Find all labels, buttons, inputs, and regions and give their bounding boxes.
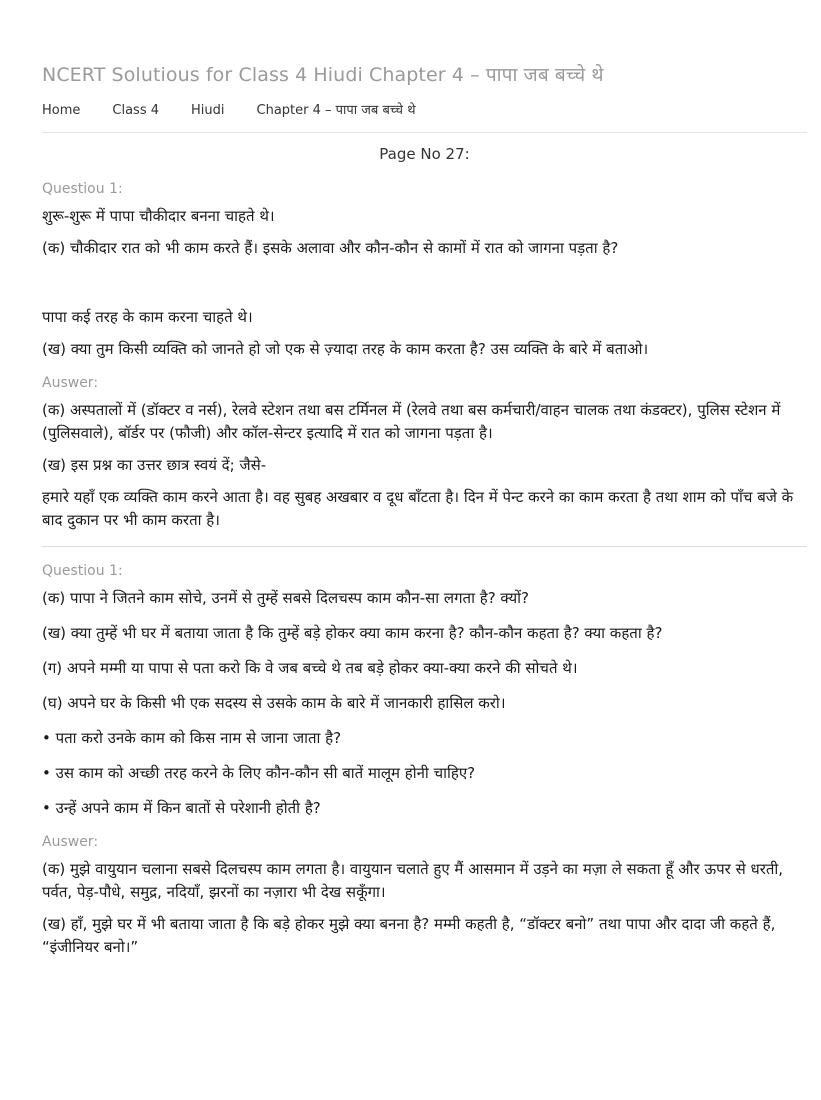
question-text: पापा कई तरह के काम करना चाहते थे। bbox=[42, 308, 253, 326]
answer-label: Auswer: bbox=[42, 834, 99, 850]
spacer bbox=[42, 272, 807, 306]
breadcrumb-subject[interactable]: Hiudi bbox=[191, 103, 225, 118]
breadcrumb-class[interactable]: Class 4 bbox=[112, 103, 159, 118]
page-title: NCERT Solutious for Class 4 Hiudi Chapter 4 – पापा जब बच्चे थे bbox=[42, 64, 604, 86]
page-number: Page No 27: bbox=[379, 145, 470, 163]
answer-label: Auswer: bbox=[42, 375, 99, 391]
breadcrumb-home[interactable]: Home bbox=[42, 103, 81, 118]
breadcrumb bbox=[42, 102, 807, 133]
answer-text: (क) अस्पतालों में (डॉक्टर व नर्स), रेलवे स्टेशन तथा बस टर्मिनल में (रेलवे तथा बस कर्मचारी/वाहन चालक तथा कंडक्टर), पुलिस स्टेशन में (पुलिसवाले), बॉर्डर पर (फौजी) और कॉल-सेन्टर इत्यादि में रात को जागना पड़ता है। bbox=[42, 401, 781, 442]
question-text: शुरू-शुरू में पापा चौकीदार बनना चाहते थे। bbox=[42, 207, 275, 225]
question-label: Questiou 1: bbox=[42, 563, 123, 579]
question-text: (ग) अपने मम्मी या पापा से पता करो कि वे जब बच्चे थे तब बड़े होकर क्या-क्या करने की सोचते थे। bbox=[42, 659, 578, 677]
answer-text: हमारे यहाँ एक व्यक्ति काम करने आता है। वह सुबह अखबार व दूध बाँटता है। दिन में पेन्ट करने का काम करता है तथा शाम को पाँच बजे के बाद दुकान पर भी काम करता है। bbox=[42, 488, 794, 529]
question-label: Questiou 1: bbox=[42, 181, 123, 197]
answer-text: (ख) इस प्रश्न का उत्तर छात्र स्वयं दें; जैसे- bbox=[42, 456, 267, 474]
question-text: (क) चौकीदार रात को भी काम करते हैं। इसके अलावा और कौन-कौन से कामों में रात को जागना पड़ता है? bbox=[42, 239, 619, 257]
bullet-item: • उन्हें अपने काम में किन बातों से परेशानी होती है? bbox=[42, 799, 321, 817]
section-divider bbox=[42, 546, 807, 547]
bullet-item: • पता करो उनके काम को किस नाम से जाना जाता है? bbox=[42, 729, 342, 747]
question-text: (घ) अपने घर के किसी भी एक सदस्य से उसके काम के बारे में जानकारी हासिल करो। bbox=[42, 694, 506, 712]
breadcrumb-chapter: Chapter 4 – पापा जब बच्चे थे bbox=[256, 103, 416, 118]
question-text: (क) पापा ने जितने काम सोचे, उनमें से तुम्हें सबसे दिलचस्प काम कौन-सा लगता है? क्यों? bbox=[42, 589, 530, 607]
bullet-item: • उस काम को अच्छी तरह करने के लिए कौन-कौन सी बातें मालूम होनी चाहिए? bbox=[42, 764, 476, 782]
question-text: (ख) क्या तुम्हें भी घर में बताया जाता है कि तुम्हें बड़े होकर क्या काम करना है? कौन-कौन कहता है? क्या कहता है? bbox=[42, 624, 663, 642]
answer-text: (ख) हाँ, मुझे घर में भी बताया जाता है कि बड़े होकर मुझे क्या बनना है? मम्मी कहती है, “डॉक्टर बनो” तथा पापा और दादा जी कहते हैं, “इंजीनियर बनो।” bbox=[42, 915, 776, 956]
question-text: (ख) क्या तुम किसी व्यक्ति को जानते हो जो एक से ज़्यादा तरह के काम करता है? उस व्यक्ति के बारे में बताओ। bbox=[42, 340, 649, 358]
answer-text: (क) मुझे वायुयान चलाना सबसे दिलचस्प काम लगता है। वायुयान चलाते हुए मैं आसमान में उड़ने का मज़ा ले सकता हूँ और ऊपर से धरती, पर्वत, पेड़-पौधे, समुद्र, नदियाँ, झरनों का नज़ारा भी देख सकूँगा। bbox=[42, 860, 784, 901]
